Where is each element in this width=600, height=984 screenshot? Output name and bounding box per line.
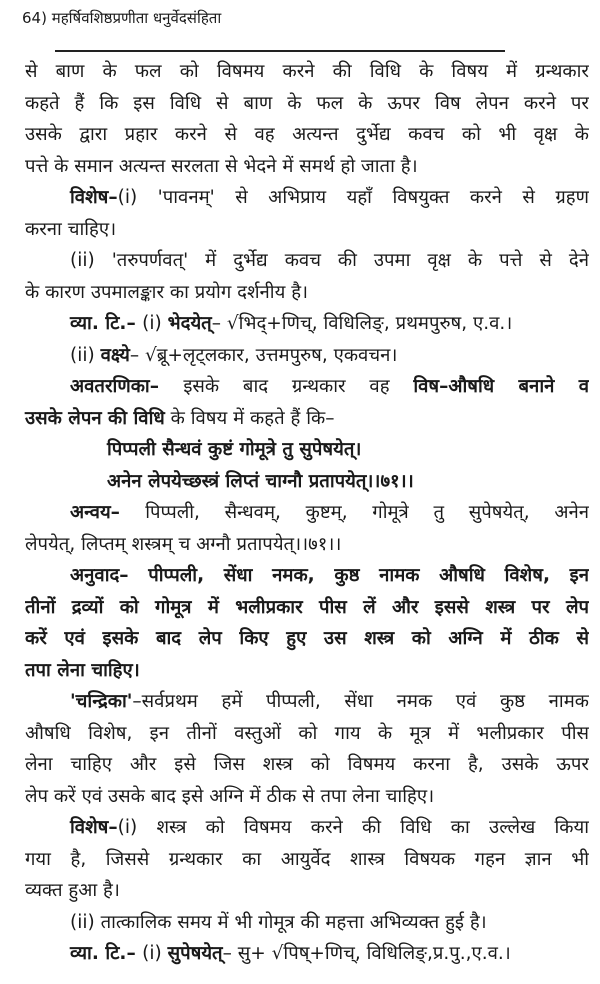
text-line — [25, 151, 589, 183]
text-line — [25, 560, 589, 592]
verse-line — [25, 466, 589, 498]
text-line — [25, 88, 589, 120]
text-run: इसके बाद ग्रन्थकार वह — [183, 376, 414, 397]
text-line — [25, 56, 589, 88]
text-line — [25, 655, 589, 687]
text-line — [25, 718, 589, 750]
bold-text: अनुवाद– पीप्पली, सेंधा नमक, कुष्ठ नामक औषधि विशेष, इन — [70, 565, 589, 586]
text-line — [25, 214, 589, 246]
text-line — [25, 371, 589, 403]
running-header — [22, 8, 221, 28]
text-line — [25, 529, 589, 561]
book-title: महर्षिवशिष्ठप्रणीता धनुर्वेदसंहिता — [51, 9, 222, 27]
header-rule — [55, 50, 505, 52]
text-run: – √ब्रू+लृट्लकार, उत्तमपुरुष, एकवचन। — [129, 344, 398, 366]
text-line — [25, 403, 589, 435]
text-run: औषधि विशेष, इन तीनों वस्तुओं को गाय के मूत्र में भलीप्रकार पीस — [25, 722, 589, 744]
text-run: से बाण के फल को विषमय करने की विधि के विषय में ग्रन्थकार — [25, 61, 589, 82]
verse-line — [25, 434, 589, 466]
text-run: (i) — [142, 943, 168, 964]
text-line — [25, 686, 589, 718]
bold-text: करें एवं इसके बाद लेप किए हुए उस शस्त्र को अग्नि में ठीक से — [25, 628, 589, 649]
bold-text: वक्ष्ये — [100, 344, 130, 366]
text-run: – √भिद्+णिच्, विधिलिङ्, प्रथमपुरुष, ए.व.। — [211, 313, 513, 334]
bold-text: अनेन लेपयेच्छस्त्रं लिप्तं चाग्नौ प्रतापयेत्।।७१।। — [107, 470, 414, 492]
text-line — [25, 623, 589, 655]
text-run: उसके द्वारा प्रहार करने से वह अत्यन्त दुर्भेद्य कवच को भी वृक्ष के — [25, 124, 589, 145]
text-line — [25, 308, 589, 340]
text-line — [25, 592, 589, 624]
text-run: गया है, जिससे ग्रन्थकार का आयुर्वेद शास्त्र विषयक गहन ज्ञान भी — [25, 848, 589, 870]
text-line — [25, 497, 589, 529]
text-run: के कारण उपमालङ्कार का प्रयोग दर्शनीय है। — [25, 281, 309, 303]
text-run: (i) शस्त्र को विषमय करने की विधि का उल्लेख किया — [117, 817, 589, 838]
text-run: (ii) — [70, 344, 101, 366]
bold-text: तपा लेना चाहिए। — [25, 659, 140, 681]
text-line — [25, 277, 589, 309]
text-run: (i) 'पावनम्' से अभिप्राय यहाँ विषयुक्त करने से ग्रहण — [117, 187, 589, 208]
bold-text: तीनों द्रव्यों को गोमूत्र में भलीप्रकार पीस लें और इससे शस्त्र पर लेप — [25, 596, 589, 618]
text-line — [25, 119, 589, 151]
text-line — [25, 844, 589, 876]
text-run: (i) — [142, 313, 168, 334]
text-line — [25, 781, 589, 813]
bold-text: उसके लेपन की विधि — [25, 407, 165, 429]
text-run: – सु+ √पिष्+णिच्, विधिलिङ्,प्र.पु.,ए.व.। — [222, 943, 511, 964]
text-run: (ii) तात्कालिक समय में भी गोमूत्र की महत्ता अभिव्यक्त हुई है। — [70, 911, 487, 933]
text-run: करना चाहिए। — [25, 218, 117, 240]
text-run: पिप्पली, सैन्धवम्, कुष्टम्, गोमूत्रे तु सुपेषयेत्, अनेन — [145, 502, 589, 523]
page-number: 64) — [22, 9, 47, 27]
bold-text: विशेष– — [70, 187, 118, 208]
bold-text: सुपेषयेत् — [167, 943, 223, 964]
text-run: के विषय में कहते हैं कि– — [164, 407, 335, 429]
bold-text: भेदयेत् — [167, 313, 212, 334]
text-line — [25, 749, 589, 781]
text-run: पत्ते के समान अत्यन्त सरलता से भेदने में समर्थ हो जाता है। — [25, 155, 418, 177]
page-body — [25, 56, 589, 970]
bold-text: अवतरणिका– — [70, 376, 184, 397]
bold-text: अन्वय– — [70, 502, 146, 523]
bold-text: विष–औषधि बनाने व — [413, 376, 589, 397]
text-run: कहते हैं कि इस विधि से बाण के फल के ऊपर विष लेपन करने पर — [25, 92, 589, 114]
text-run: व्यक्त हुआ है। — [25, 880, 120, 901]
bold-text: 'चन्द्रिका' — [70, 691, 133, 712]
text-line — [25, 812, 589, 844]
text-line — [25, 907, 589, 939]
text-line — [25, 245, 589, 277]
bold-text: पिप्पली सैन्धवं कुष्टं गोमूत्रे तु सुपेषयेत्। — [107, 439, 362, 460]
bold-text: व्या. टि.– — [70, 313, 143, 334]
text-run: लेपयेत्, लिप्तम् शस्त्रम् च अग्नौ प्रतापयेत्।।७१।। — [25, 533, 342, 555]
text-line — [25, 875, 589, 907]
text-line — [25, 938, 589, 970]
bold-text: व्या. टि.– — [70, 943, 143, 964]
text-run: –सर्वप्रथम हमें पीप्पली, सेंधा नमक एवं कुष्ठ नामक — [132, 691, 589, 712]
bold-text: विशेष– — [70, 817, 118, 838]
text-line — [25, 340, 589, 372]
text-run: (ii) 'तरुपर्णवत्' में दुर्भेद्य कवच की उपमा वृक्ष के पत्ते से देने — [70, 250, 589, 271]
text-run: लेना चाहिए और इसे जिस शस्त्र को विषमय करना है, उसके ऊपर — [25, 754, 589, 775]
text-line — [25, 182, 589, 214]
text-run: लेप करें एवं उसके बाद इसे अग्नि में ठीक से तपा लेना चाहिए। — [25, 785, 435, 807]
